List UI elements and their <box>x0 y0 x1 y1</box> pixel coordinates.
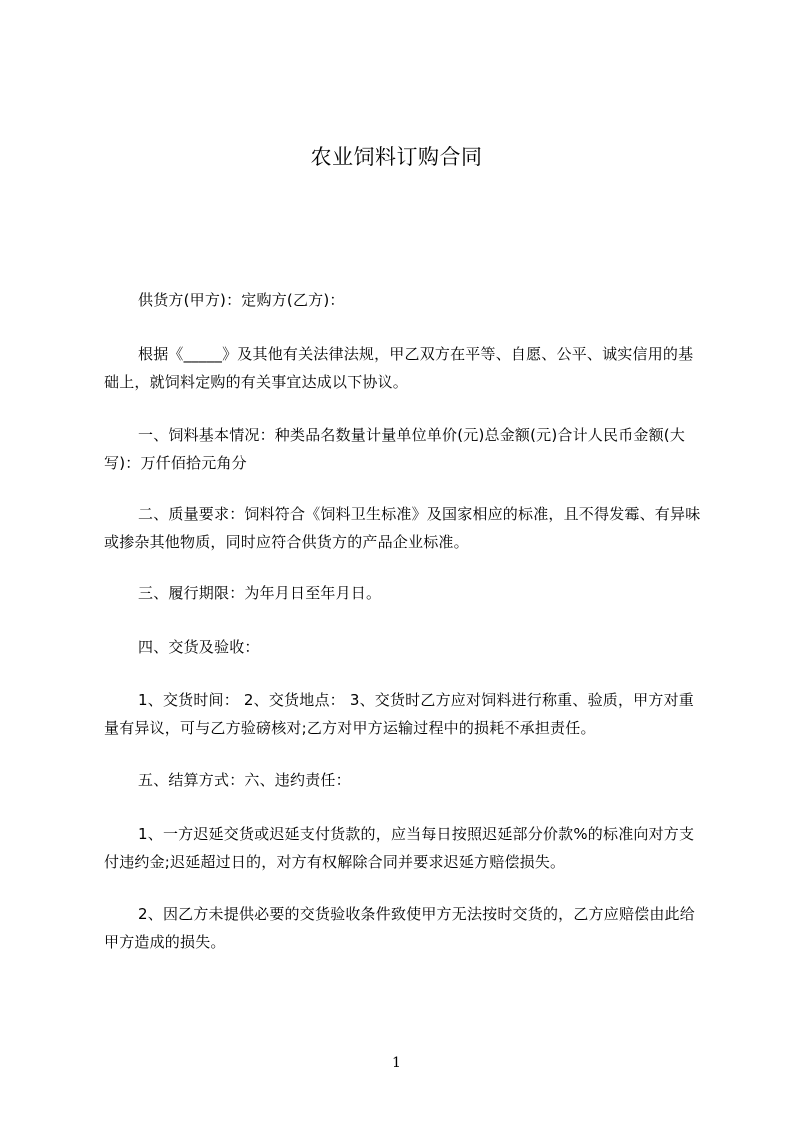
preamble-paragraph: 根据《_____》及其他有关法律法规，甲乙双方在平等、自愿、公平、诚实信用的基础上，就饲料定购的有关事宜达成以下协议。 <box>104 345 694 391</box>
clause-5-6-settlement-liability: 五、结算方式：六、违约责任： <box>138 771 351 789</box>
clause-4-delivery: 四、交货及验收： <box>138 638 260 656</box>
liability-item-2: 2、因乙方未提供必要的交货验收条件致使甲方无法按时交货的，乙方应赔偿由此给甲方造成的损失。 <box>104 905 695 951</box>
parties-paragraph: 供货方(甲方)：定购方(乙方)： <box>138 291 345 309</box>
clause-2-quality: 二、质量要求：饲料符合《饲料卫生标准》及国家相应的标准，且不得发霉、有异味或掺杂其他物质，同时应符合供货方的产品企业标准。 <box>104 505 701 551</box>
clause-1-basic-info: 一、饲料基本情况：种类品名数量计量单位单价(元)总金额(元)合计人民币金额(大写)：万仟佰拾元角分 <box>104 426 686 472</box>
page-number: 1 <box>392 1055 401 1071</box>
delivery-details-paragraph: 1、交货时间： 2、交货地点： 3、交货时乙方应对饲料进行称重、验质，甲方对重量有异议，可与乙方验磅核对;乙方对甲方运输过程中的损耗不承担责任。 <box>104 691 694 737</box>
clause-3-term: 三、履行期限：为年月日至年月日。 <box>138 584 382 602</box>
document-title: 农业饲料订购合同 <box>310 145 483 169</box>
liability-item-1: 1、一方迟延交货或迟延支付货款的，应当每日按照迟延部分价款%的标准向对方支付违约金;迟延超过日的，对方有权解除合同并要求迟延方赔偿损失。 <box>104 825 695 871</box>
